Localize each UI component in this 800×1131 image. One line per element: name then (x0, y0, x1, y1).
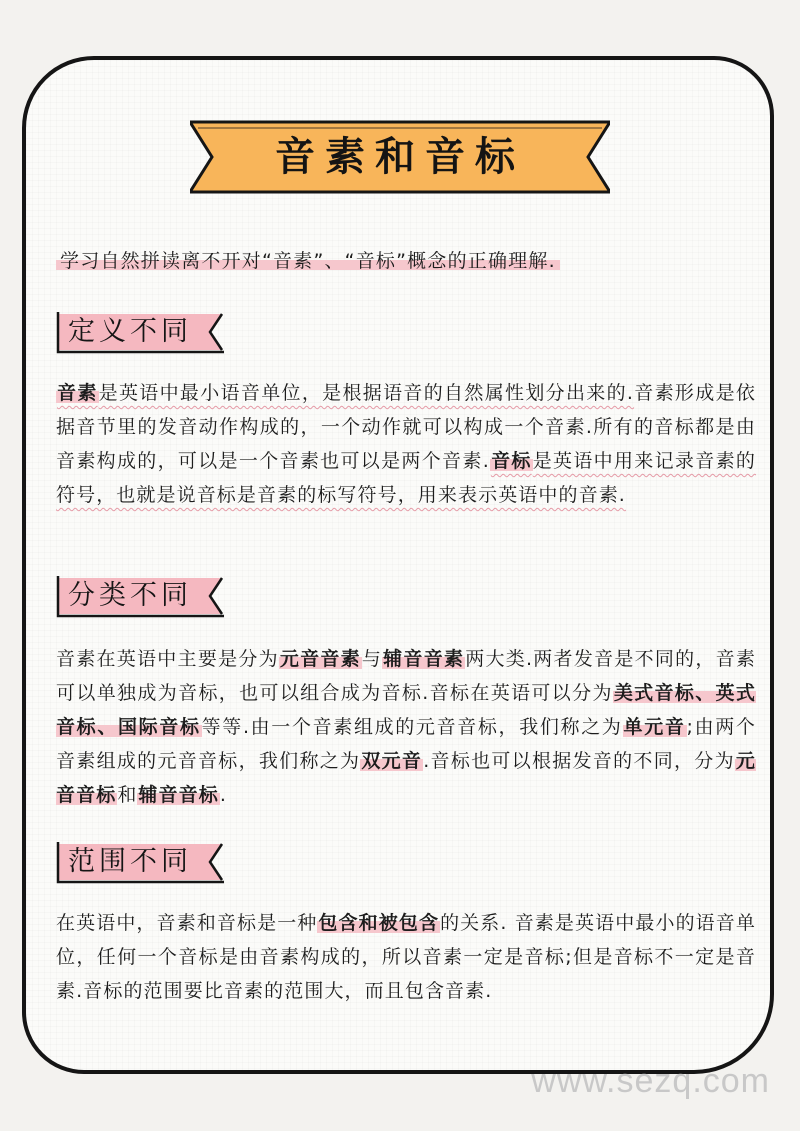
section-heading-definition (54, 308, 232, 356)
section-paragraph-definition: 音素是英语中最小语音单位，是根据语音的自然属性划分出来的.音素形成是依据音节里的发音动作构成的，一个动作就可以构成一个音素.所有的音标都是由音素构成的，可以是一个音素也可以是两个音素.音标是英语中用来记录音素的符号，也就是说音标是音素的标写符号，用来表示英语中的音素. (56, 382, 756, 506)
section-heading-text: 定义不同 (68, 316, 192, 347)
intro-text: 学习自然拼读离不开对“音素”、“音标”概念的正确理解. (56, 244, 756, 278)
title-ribbon (190, 118, 610, 196)
page-title: 音素和音标 (275, 133, 525, 180)
watermark: www.sezq.com (531, 1062, 770, 1100)
term-phoneme: 音素 (57, 382, 98, 404)
term-phonetic-symbol: 音标 (490, 450, 532, 472)
section-paragraph-classification: 音素在英语中主要是分为元音音素与辅音音素两大类.两者发音是不同的，音素可以单独成为音标，也可以组合成为音标.音标在英语可以分为美式音标、英式音标、国际音标等等.由一个音素组成的元音音标，我们称之为单元音;由两个音素组成的元音音标，我们称之为双元音.音标也可以根据发音的不同，分为元音音标和辅音音标. (56, 648, 757, 806)
section-heading-text: 分类不同 (68, 580, 192, 611)
section-heading-text: 范围不同 (68, 846, 192, 877)
section-paragraph-scope: 在英语中，音素和音标是一种包含和被包含的关系. 音素是英语中最小的语音单位，任何一个音标是由音素构成的，所以音素一定是音标;但是音标不一定是音素.音标的范围要比音素的范围大，而且包含音素. (56, 912, 756, 1002)
section-heading-scope (54, 838, 232, 886)
section-heading-classification (54, 572, 232, 620)
